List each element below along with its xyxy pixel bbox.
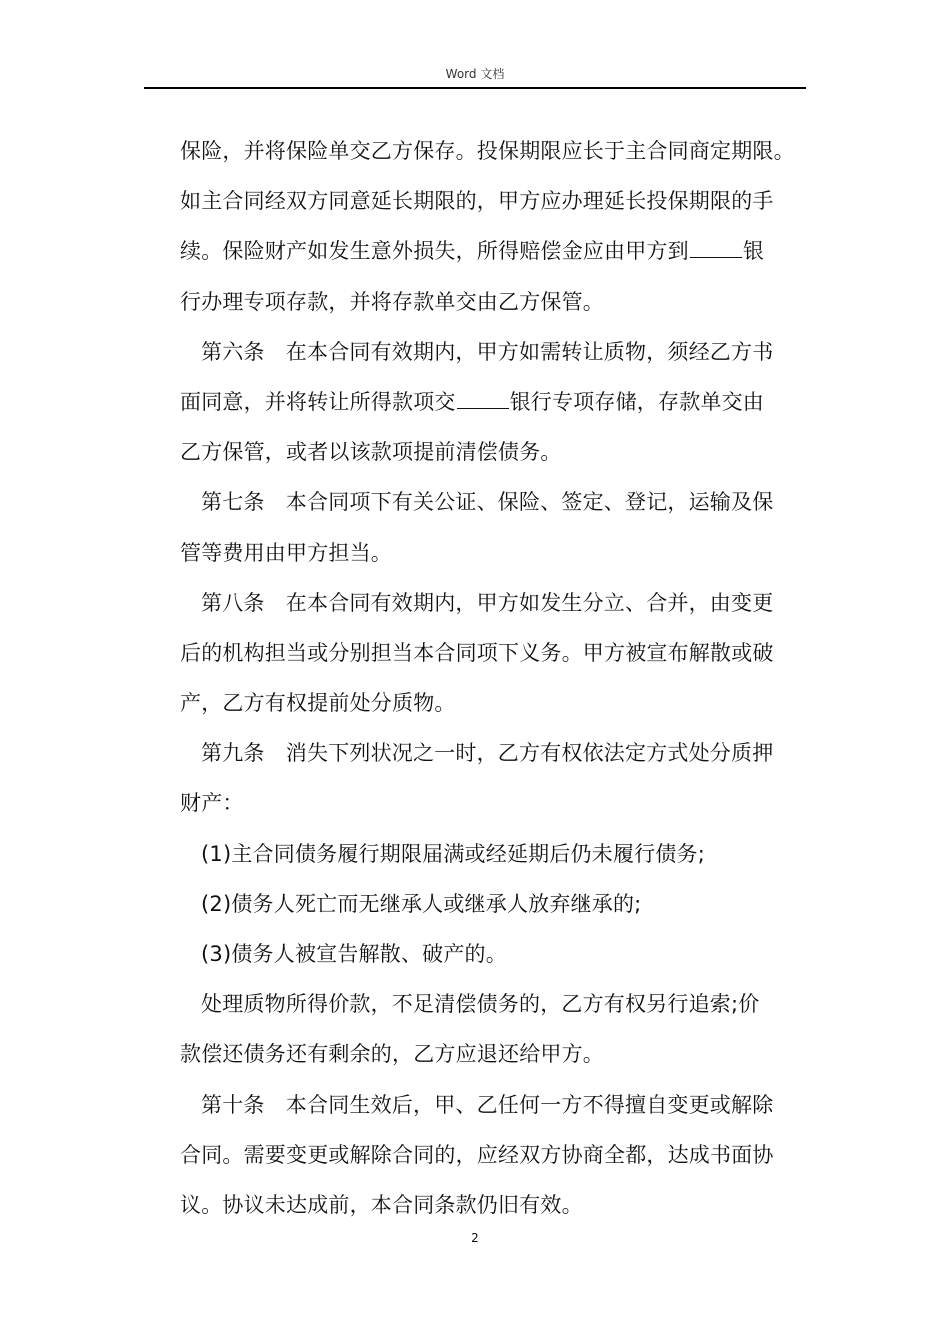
text-line xyxy=(180,226,810,276)
fill-in-blank xyxy=(690,239,742,258)
text-line: 如主合同经双方同意延长期限的，甲方应办理延长投保期限的手 xyxy=(180,189,774,214)
text-line: 后的机构担当或分别担当本合同项下义务。甲方被宣布解散或破 xyxy=(180,640,774,665)
text-line: 行办理专项存款，并将存款单交由乙方保管。 xyxy=(180,289,604,314)
text-segment: 银 xyxy=(742,239,765,264)
article-9-line: 第九条 消失下列状况之一时，乙方有权依法定方式处分质押 xyxy=(201,741,774,766)
article-10-line: 第十条 本合同生效后，甲、乙任何一方不得擅自变更或解除 xyxy=(201,1092,774,1117)
header-divider xyxy=(144,87,806,89)
text-line: 财产： xyxy=(180,791,244,816)
article-8-line: 第八条 在本合同有效期内，甲方如发生分立、合并，由变更 xyxy=(201,590,774,615)
text-line: 处理质物所得价款，不足清偿债务的，乙方有权另行追索;价 xyxy=(201,992,760,1017)
document-body xyxy=(180,126,810,1230)
text-line: 乙方保管，或者以该款项提前清偿债务。 xyxy=(180,440,562,465)
text-line: 款偿还债务还有剩余的，乙方应退还给甲方。 xyxy=(180,1042,604,1067)
text-line: 议。协议未达成前，本合同条款仍旧有效。 xyxy=(180,1192,583,1217)
text-line xyxy=(180,377,810,427)
page-header-title: Word 文档 xyxy=(445,67,505,81)
text-line: 管等费用由甲方担当。 xyxy=(180,540,392,565)
list-item: (2)债务人死亡而无继承人或继承人放弃继承的; xyxy=(201,891,642,916)
text-line: 保险，并将保险单交乙方保存。投保期限应长于主合同商定期限。 xyxy=(180,139,795,163)
article-7-line: 第七条 本合同项下有关公证、保险、签定、登记，运输及保 xyxy=(201,490,774,515)
page-number: 2 xyxy=(471,1231,479,1245)
fill-in-blank xyxy=(457,390,509,409)
article-6-line: 第六条 在本合同有效期内，甲方如需转让质物，须经乙方书 xyxy=(201,339,774,364)
list-item: (3)债务人被宣告解散、破产的。 xyxy=(201,942,507,966)
text-segment: 续。保险财产如发生意外损失，所得赔偿金应由甲方到 xyxy=(180,239,689,264)
text-line: 产，乙方有权提前处分质物。 xyxy=(180,691,456,716)
list-item: (1)主合同债务履行期限届满或经延期后仍未履行债务; xyxy=(201,841,706,866)
text-segment: 面同意，并将转让所得款项交 xyxy=(180,389,456,414)
text-segment: 银行专项存储，存款单交由 xyxy=(509,389,765,414)
text-line: 合同。需要变更或解除合同的，应经双方协商全都，达成书面协 xyxy=(180,1142,774,1167)
